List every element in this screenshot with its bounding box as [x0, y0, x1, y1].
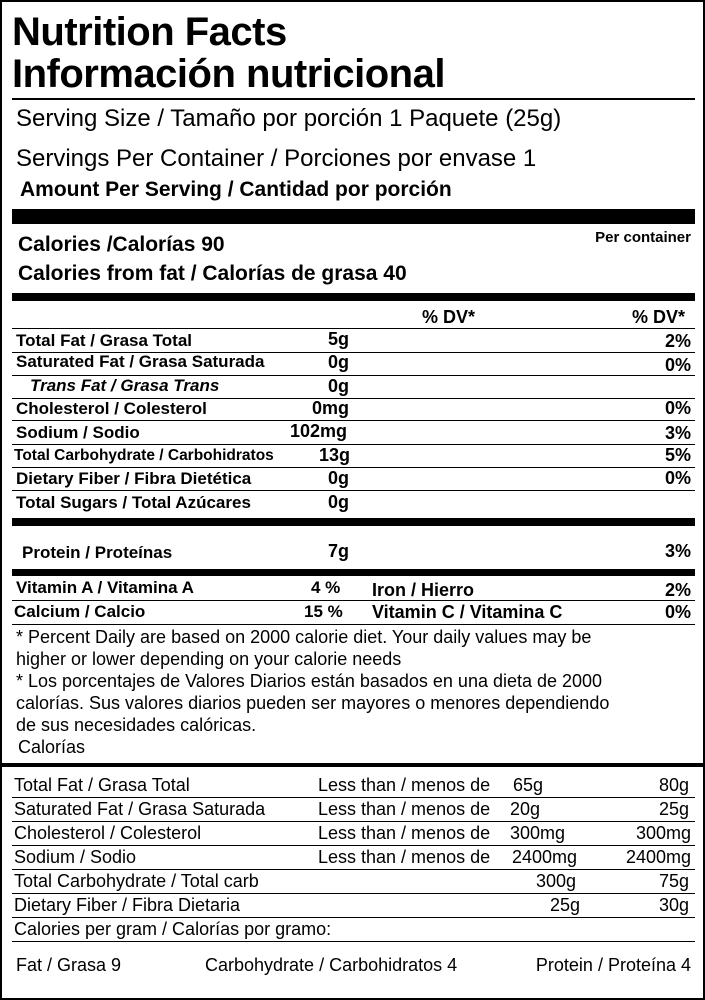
- divider: [12, 420, 695, 421]
- footnote-line: * Los porcentajes de Valores Diarios están basados en una dieta de 2000: [16, 671, 603, 691]
- vitamin-label: Calcium / Calcio: [14, 602, 146, 621]
- per-container: Per container: [595, 229, 691, 246]
- vitamin-value: 15 %: [304, 602, 343, 621]
- reference-value-2500: 30g: [658, 895, 689, 915]
- fat-per-gram: Fat / Grasa 9: [16, 955, 122, 975]
- thick-divider: [2, 763, 703, 767]
- thick-divider: [12, 209, 695, 224]
- servings-per-container: Servings Per Container / Porciones por envase 1: [16, 145, 537, 172]
- mineral-value: 0%: [664, 602, 691, 622]
- reference-condition: Less than / menos de: [318, 823, 491, 843]
- reference-value-2000: 65g: [513, 775, 544, 795]
- nutrient-label: Trans Fat / Grasa Trans: [30, 376, 220, 395]
- reference-label: Cholesterol / Colesterol: [14, 823, 202, 843]
- reference-value-2500: 300mg: [635, 823, 691, 843]
- thick-divider: [12, 569, 695, 576]
- divider: [12, 893, 695, 894]
- reference-label: Saturated Fat / Grasa Saturada: [14, 799, 266, 819]
- nutrient-label: Sodium / Sodio: [16, 423, 140, 442]
- reference-value-2000: 2400mg: [512, 847, 578, 867]
- nutrient-dv: 0%: [664, 468, 691, 488]
- nutrient-label: Cholesterol / Colesterol: [16, 399, 207, 418]
- nutrient-amount: 13g: [319, 445, 351, 465]
- protein-per-gram: Protein / Proteína 4: [535, 955, 691, 975]
- vitamin-label: Vitamin A / Vitamina A: [16, 578, 194, 597]
- divider: [12, 845, 695, 846]
- footnote-line: calorías. Sus valores diarios pueden ser mayores o menores dependiendo: [16, 693, 610, 713]
- footnote-line: * Percent Daily are based on 2000 calorie diet. Your daily values may be: [16, 627, 592, 647]
- protein-dv: 3%: [664, 541, 691, 561]
- nutrient-dv: 0%: [664, 398, 691, 418]
- footnote-line: Calorías: [18, 737, 86, 757]
- divider: [12, 869, 695, 870]
- nutrient-dv: 5%: [664, 445, 691, 465]
- nutrient-amount: 0g: [328, 468, 350, 488]
- nutrient-amount: 0g: [328, 352, 350, 372]
- title-en: Nutrition Facts: [12, 10, 287, 54]
- dv-header: % DV*: [422, 307, 476, 327]
- calories: Calories /Calorías 90: [18, 233, 225, 256]
- reference-label: Sodium / Sodio: [14, 847, 137, 867]
- vitamin-value: 4 %: [311, 578, 341, 597]
- reference-value-2000: 20g: [510, 799, 541, 819]
- nutrient-label: Total Sugars / Total Azúcares: [16, 493, 251, 512]
- protein-amount: 7g: [328, 541, 350, 561]
- nutrient-label: Total Fat / Grasa Total: [16, 331, 193, 350]
- reference-condition: Less than / menos de: [318, 847, 491, 867]
- nutrient-dv: 2%: [664, 331, 691, 351]
- reference-label: Dietary Fiber / Fibra Dietaria: [14, 895, 241, 915]
- mineral-label: Vitamin C / Vitamina C: [372, 602, 563, 622]
- nutrient-dv: 3%: [664, 423, 691, 443]
- divider: [12, 941, 695, 942]
- divider: [12, 490, 695, 491]
- reference-value-2500: 80g: [658, 775, 689, 795]
- protein-label: Protein / Proteínas: [22, 543, 173, 562]
- reference-value-2000: 25g: [550, 895, 581, 915]
- title-es: Información nutricional: [12, 52, 445, 96]
- footnote-line: higher or lower depending on your calorie needs: [16, 649, 402, 669]
- calories-per-gram-heading: Calories per gram / Calorías por gramo:: [14, 919, 332, 939]
- carb-per-gram: Carbohydrate / Carbohidratos 4: [205, 955, 458, 975]
- divider: [12, 624, 695, 625]
- thick-divider: [12, 293, 695, 301]
- nutrient-amount: 0g: [328, 492, 350, 512]
- reference-condition: Less than / menos de: [318, 775, 491, 795]
- mineral-label: Iron / Hierro: [372, 580, 475, 600]
- divider: [12, 797, 695, 798]
- nutrient-amount: 0g: [328, 376, 350, 396]
- amount-per-serving: Amount Per Serving / Cantidad por porción: [20, 178, 452, 201]
- divider: [12, 328, 695, 329]
- nutrient-amount: 5g: [328, 329, 350, 349]
- divider: [12, 98, 695, 100]
- reference-value-2500: 75g: [658, 871, 689, 891]
- calories-from-fat: Calories from fat / Calorías de grasa 40: [18, 262, 407, 285]
- divider: [12, 467, 695, 468]
- reference-value-2000: 300g: [536, 871, 577, 891]
- nutrient-label: Dietary Fiber / Fibra Dietética: [16, 469, 252, 488]
- reference-value-2000: 300mg: [510, 823, 566, 843]
- thick-divider: [12, 518, 695, 526]
- footnote-line: de sus necesidades calóricas.: [16, 715, 257, 735]
- reference-label: Total Carbohydrate / Total carb: [14, 871, 259, 891]
- nutrient-amount: 0mg: [312, 398, 350, 418]
- nutrient-amount: 102mg: [290, 421, 348, 441]
- reference-value-2500: 25g: [658, 799, 689, 819]
- serving-size: Serving Size / Tamaño por porción 1 Paquete (25g): [16, 105, 562, 132]
- divider: [12, 600, 695, 601]
- nutrient-dv: 0%: [664, 355, 691, 375]
- nutrient-label: Total Carbohydrate / Carbohidratos: [14, 447, 274, 464]
- divider: [12, 444, 695, 445]
- divider: [12, 917, 695, 918]
- reference-value-2500: 2400mg: [625, 847, 691, 867]
- mineral-value: 2%: [664, 580, 691, 600]
- dv-header: % DV*: [632, 307, 686, 327]
- reference-label: Total Fat / Grasa Total: [14, 775, 190, 795]
- divider: [12, 821, 695, 822]
- reference-condition: Less than / menos de: [318, 799, 491, 819]
- nutrient-label: Saturated Fat / Grasa Saturada: [16, 352, 265, 371]
